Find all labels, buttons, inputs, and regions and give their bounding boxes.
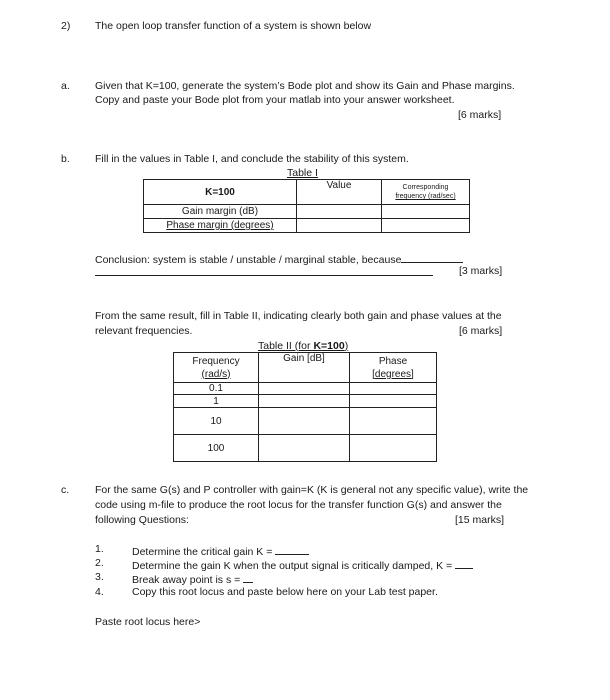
- part-b-marks2: [6 marks]: [459, 325, 503, 337]
- table2-row-freq-1: 1: [174, 395, 259, 408]
- list-item-2: [132, 557, 473, 572]
- table1-cell-gain-value[interactable]: [297, 205, 382, 219]
- breakaway-blank[interactable]: [243, 571, 253, 583]
- list-item-3-text: Break away point is s =: [132, 574, 244, 586]
- table2-header-freq-line2: (rad/s): [201, 368, 231, 380]
- table2-title-suffix: ): [344, 340, 349, 352]
- table2-row-freq-0: 0.1: [174, 383, 259, 395]
- table1-row-gain-margin: Gain margin (dB): [144, 205, 297, 219]
- table2-cell-gain-0[interactable]: [259, 383, 350, 395]
- conclusion-text: [95, 251, 463, 266]
- paste-root-locus-label: Paste root locus here>: [95, 616, 201, 628]
- table2-header-phase: [350, 353, 437, 383]
- part-c-marks: [15 marks]: [455, 514, 505, 526]
- list-item-4-num: 4.: [95, 586, 104, 598]
- part-c-line1: For the same G(s) and P controller with gain=K (K is general not any specific value), write the: [95, 484, 529, 496]
- conclusion-label: Conclusion: system is stable / unstable / marginal stable, because: [95, 254, 402, 266]
- list-item-3: [132, 571, 253, 586]
- question-intro: The open loop transfer function of a system is shown below: [95, 20, 372, 32]
- table1-header-k: K=100: [144, 180, 297, 205]
- table2-row-freq-2: 10: [174, 408, 259, 435]
- table1: [143, 179, 470, 233]
- table1-header-freq-line1: Corresponding: [402, 184, 449, 191]
- list-item-2-num: 2.: [95, 557, 104, 569]
- part-c-line3: following Questions:: [95, 514, 189, 526]
- table2-title: [258, 340, 348, 352]
- table2-row-freq-3: 100: [174, 435, 259, 462]
- table2-cell-phase-0[interactable]: [350, 383, 437, 395]
- part-a-line1: Given that K=100, generate the system’s Bode plot and show its Gain and Phase margins.: [95, 80, 515, 92]
- table2-cell-gain-2[interactable]: [259, 408, 350, 435]
- table2-title-prefix: Table II (for: [258, 340, 314, 352]
- table1-header-frequency: [382, 180, 470, 205]
- table1-cell-phase-value[interactable]: [297, 219, 382, 233]
- part-b-label: b.: [61, 153, 70, 165]
- critical-gain-blank[interactable]: [275, 543, 309, 555]
- table2-header-phase-line2: [degrees]: [372, 368, 414, 380]
- damped-gain-blank[interactable]: [455, 557, 473, 569]
- part-c-line2: code using m-file to produce the root locus for the transfer function G(s) and answer the: [95, 499, 502, 511]
- table2-header-phase-line1: Phase: [378, 355, 408, 367]
- table2-cell-gain-3[interactable]: [259, 435, 350, 462]
- table2-header-gain: Gain [dB]: [259, 353, 350, 383]
- table1-header-value: Value: [297, 180, 382, 205]
- part-c-label: c.: [61, 484, 70, 496]
- part-b-text: Fill in the values in Table I, and conclude the stability of this system.: [95, 153, 409, 165]
- table2-cell-phase-3[interactable]: [350, 435, 437, 462]
- list-item-1: [132, 543, 309, 558]
- part-a-marks: [6 marks]: [458, 109, 502, 121]
- table1-cell-gain-freq[interactable]: [382, 205, 470, 219]
- question-number: 2): [61, 20, 71, 32]
- table1-cell-phase-freq[interactable]: [382, 219, 470, 233]
- table2-header-freq-line1: Frequency: [192, 355, 240, 367]
- list-item-1-text: Determine the critical gain K =: [132, 546, 276, 558]
- part-b-para1: From the same result, fill in Table II, indicating clearly both gain and phase values at the: [95, 310, 502, 322]
- part-a-label: a.: [61, 80, 70, 92]
- table2: [173, 352, 437, 462]
- list-item-1-num: 1.: [95, 543, 104, 555]
- list-item-4-text: Copy this root locus and paste below here on your Lab test paper.: [132, 586, 438, 598]
- table2-cell-gain-1[interactable]: [259, 395, 350, 408]
- table1-title: Table I: [287, 167, 318, 179]
- part-b-marks: [3 marks]: [459, 265, 503, 277]
- table2-cell-phase-1[interactable]: [350, 395, 437, 408]
- table2-header-frequency: [174, 353, 259, 383]
- conclusion-blank[interactable]: [401, 251, 463, 263]
- list-item-3-num: 3.: [95, 571, 104, 583]
- table1-row-phase-margin: Phase margin (degrees): [144, 219, 297, 233]
- list-item-2-text: Determine the gain K when the output signal is critically damped, K =: [132, 560, 456, 572]
- part-a-line2: Copy and paste your Bode plot from your matlab into your answer worksheet.: [95, 94, 455, 106]
- table2-cell-phase-2[interactable]: [350, 408, 437, 435]
- part-b-para2: relevant frequencies.: [95, 325, 193, 337]
- table1-header-freq-line2: frequency (rad/sec): [395, 193, 456, 200]
- table2-title-k: K=100: [313, 340, 345, 352]
- conclusion-answer-line[interactable]: [95, 275, 433, 276]
